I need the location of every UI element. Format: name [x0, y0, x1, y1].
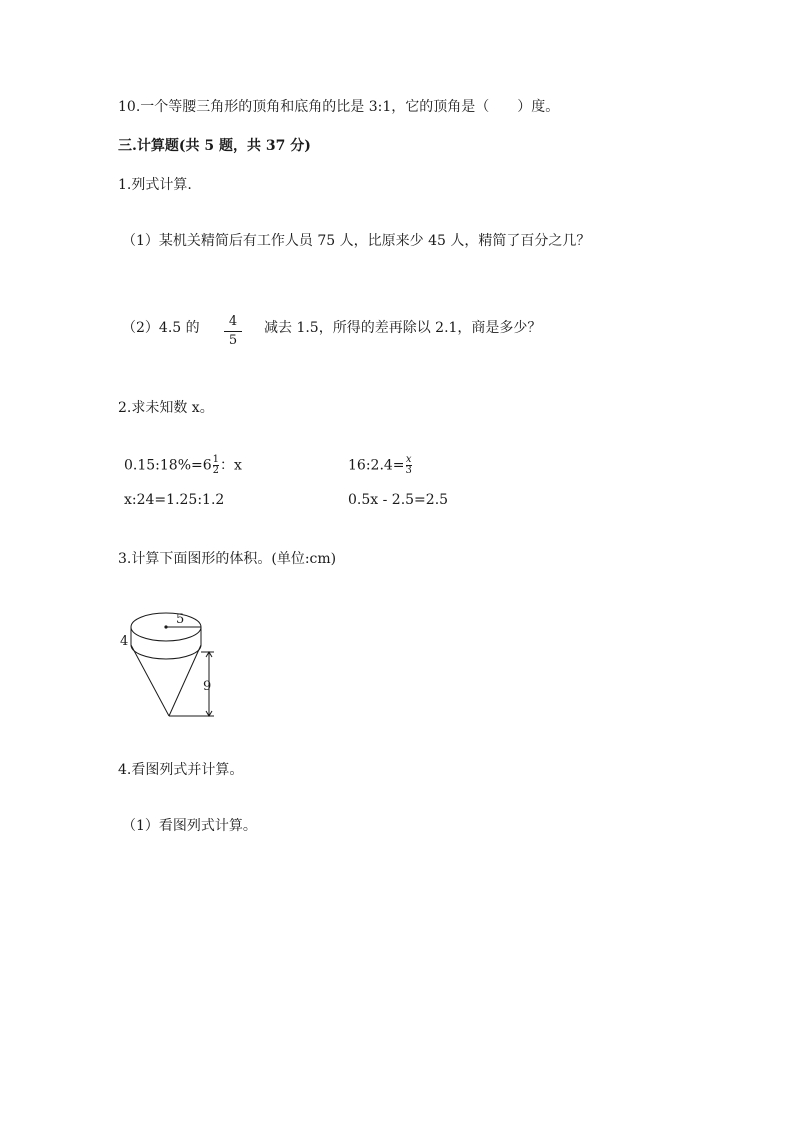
problem-3-title: 3.计算下面图形的体积。(单位:cm) — [118, 551, 337, 567]
problem-1-sub-1: （1）某机关精简后有工作人员 75 人，比原来少 45 人，精简了百分之几？ — [122, 233, 591, 249]
equation-4: 0.5x - 2.5=2.5 — [348, 492, 449, 508]
equation-1-suffix: ：x — [220, 457, 242, 474]
cylinder-height-label: 4 — [120, 634, 129, 649]
cone-right-side — [169, 645, 201, 716]
fraction-denominator: 3 — [405, 465, 412, 476]
fraction-numerator: x — [405, 454, 412, 465]
problem-1-title: 1.列式计算. — [118, 177, 192, 193]
problem-4-sub-1: （1）看图列式计算。 — [122, 818, 257, 834]
cone-left-side — [131, 645, 169, 716]
equation-2 — [348, 455, 413, 476]
equation-1-prefix: 0.15:18%=6 — [124, 457, 212, 474]
radius-label: 5 — [176, 612, 185, 627]
fraction-denominator: 5 — [228, 333, 238, 348]
problem-1-sub-2-prefix: （2）4.5 的 — [122, 320, 200, 336]
equation-2-fraction — [406, 455, 412, 476]
cylinder-cone-figure — [115, 600, 245, 725]
question-10: 10.一个等腰三角形的顶角和底角的比是 3:1，它的顶角是（ ）度。 — [118, 99, 560, 115]
problem-4-title: 4.看图列式并计算。 — [118, 762, 244, 778]
section-title: 三.计算题(共 5 题，共 37 分) — [118, 138, 311, 154]
equation-3: x:24=1.25:1.2 — [124, 492, 225, 508]
cone-height-label: 9 — [203, 679, 212, 694]
equation-2-prefix: 16:2.4= — [348, 457, 405, 474]
fraction-denominator: 2 — [212, 465, 220, 476]
cylinder-bottom-arc — [131, 645, 201, 659]
fraction-numerator: 4 — [228, 314, 238, 329]
problem-2-title: 2.求未知数 x。 — [118, 400, 214, 416]
equation-1-fraction — [213, 455, 219, 476]
cylinder-cone-diagram — [115, 600, 245, 725]
problem-1-fraction — [224, 314, 242, 349]
fraction-numerator: 1 — [212, 454, 220, 465]
equation-1 — [124, 455, 242, 476]
fraction-bar — [224, 331, 242, 332]
problem-1-sub-2-suffix: 减去 1.5，所得的差再除以 2.1，商是多少？ — [264, 320, 542, 336]
